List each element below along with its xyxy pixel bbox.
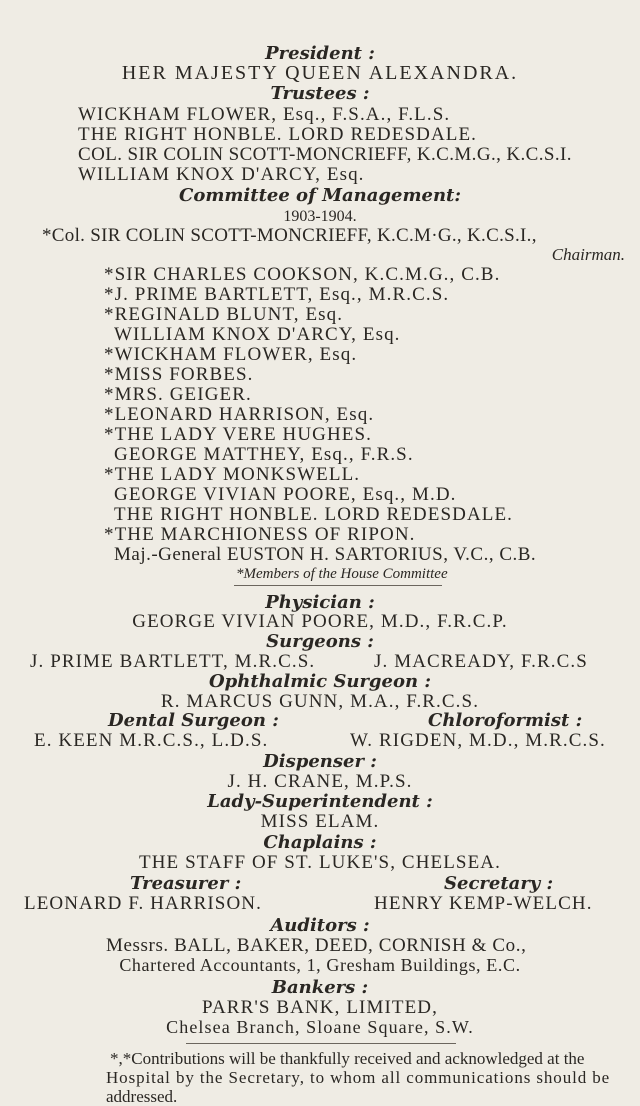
divider <box>186 1043 456 1044</box>
chaplains-name: THE STAFF OF ST. LUKE'S, CHELSEA. <box>139 852 501 873</box>
bankers-line: PARR'S BANK, LIMITED, <box>202 997 438 1018</box>
committee-member: *WICKHAM FLOWER, Esq. <box>104 344 358 365</box>
president-name: HER MAJESTY QUEEN ALEXANDRA. <box>121 62 519 84</box>
secretary-name: HENRY KEMP-WELCH. <box>374 893 593 914</box>
footer-line: *,*Contributions will be thankfully received and acknowledged at the <box>110 1049 585 1068</box>
dental-heading: Dental Surgeon : <box>108 710 279 731</box>
secretary-heading: Secretary : <box>444 873 554 894</box>
committee-note: *Members of the House Committee <box>236 566 448 582</box>
committee-member: *THE LADY MONKSWELL. <box>104 464 361 485</box>
committee-years: 1903-1904. <box>283 208 357 225</box>
trustee-name: THE RIGHT HONBLE. LORD REDESDALE. <box>78 124 478 145</box>
footer-line: addressed. <box>106 1087 178 1106</box>
divider <box>234 585 442 586</box>
auditors-line: Chartered Accountants, 1, Gresham Buildings, E.C. <box>119 955 521 975</box>
committee-member: Maj.-General EUSTON H. SARTORIUS, V.C., C.B. <box>114 544 537 565</box>
physician-heading: Physician : <box>265 592 375 613</box>
committee-member: GEORGE VIVIAN POORE, Esq., M.D. <box>114 484 457 505</box>
trustees-heading: Trustees : <box>270 83 370 104</box>
auditors-heading: Auditors : <box>270 915 370 936</box>
treasurer-name: LEONARD F. HARRISON. <box>24 893 262 914</box>
dental-name: E. KEEN M.R.C.S., L.D.S. <box>34 730 269 751</box>
committee-member: GEORGE MATTHEY, Esq., F.R.S. <box>114 444 414 465</box>
ophthalmic-name: R. MARCUS GUNN, M.A., F.R.C.S. <box>160 691 480 712</box>
trustee-name: COL. SIR COLIN SCOTT-MONCRIEFF, K.C.M.G., K.C.S.I. <box>78 144 572 165</box>
president-heading: President : <box>265 43 375 64</box>
dispenser-name: J. H. CRANE, M.P.S. <box>227 771 413 792</box>
lady-superintendent-name: MISS ELAM. <box>260 811 380 832</box>
committee-chair-role: Chairman. <box>551 245 625 264</box>
committee-member: *J. PRIME BARTLETT, Esq., M.R.C.S. <box>104 284 450 305</box>
committee-member: THE RIGHT HONBLE. LORD REDESDALE. <box>114 504 514 525</box>
committee-member: *LEONARD HARRISON, Esq. <box>104 404 375 425</box>
committee-heading: Committee of Management: <box>179 185 461 206</box>
committee-member: *THE LADY VERE HUGHES. <box>104 424 373 445</box>
lady-superintendent-heading: Lady-Superintendent : <box>207 791 433 812</box>
chloroformist-name: W. RIGDEN, M.D., M.R.C.S. <box>350 730 606 751</box>
auditors-line: Messrs. BALL, BAKER, DEED, CORNISH & Co., <box>106 935 527 956</box>
footer-line: Hospital by the Secretary, to whom all communications should be <box>106 1068 611 1087</box>
committee-member: *REGINALD BLUNT, Esq. <box>104 304 344 325</box>
trustee-name: WILLIAM KNOX D'ARCY, Esq. <box>78 164 365 185</box>
bankers-line: Chelsea Branch, Sloane Square, S.W. <box>166 1017 474 1037</box>
surgeons-heading: Surgeons : <box>266 631 374 652</box>
physician-name: GEORGE VIVIAN POORE, M.D., F.R.C.P. <box>132 611 508 632</box>
chloroformist-heading: Chloroformist : <box>428 710 583 731</box>
surgeon-name: J. MACREADY, F.R.C.S <box>374 651 588 672</box>
committee-chair: *Col. SIR COLIN SCOTT-MONCRIEFF, K.C.M·G., K.C.S.I., <box>42 225 537 246</box>
chaplains-heading: Chaplains : <box>263 832 377 853</box>
committee-member: *SIR CHARLES COOKSON, K.C.M.G., C.B. <box>104 264 501 285</box>
surgeon-name: J. PRIME BARTLETT, M.R.C.S. <box>30 651 316 672</box>
dispenser-heading: Dispenser : <box>263 751 377 772</box>
treasurer-heading: Treasurer : <box>130 873 242 894</box>
committee-member: *THE MARCHIONESS OF RIPON. <box>104 524 416 545</box>
committee-member: WILLIAM KNOX D'ARCY, Esq. <box>114 324 401 345</box>
committee-member: *MRS. GEIGER. <box>104 384 252 405</box>
bankers-heading: Bankers : <box>271 977 369 998</box>
ophthalmic-heading: Ophthalmic Surgeon : <box>209 671 431 692</box>
committee-member: *MISS FORBES. <box>104 364 254 385</box>
trustee-name: WICKHAM FLOWER, Esq., F.S.A., F.L.S. <box>78 104 451 125</box>
